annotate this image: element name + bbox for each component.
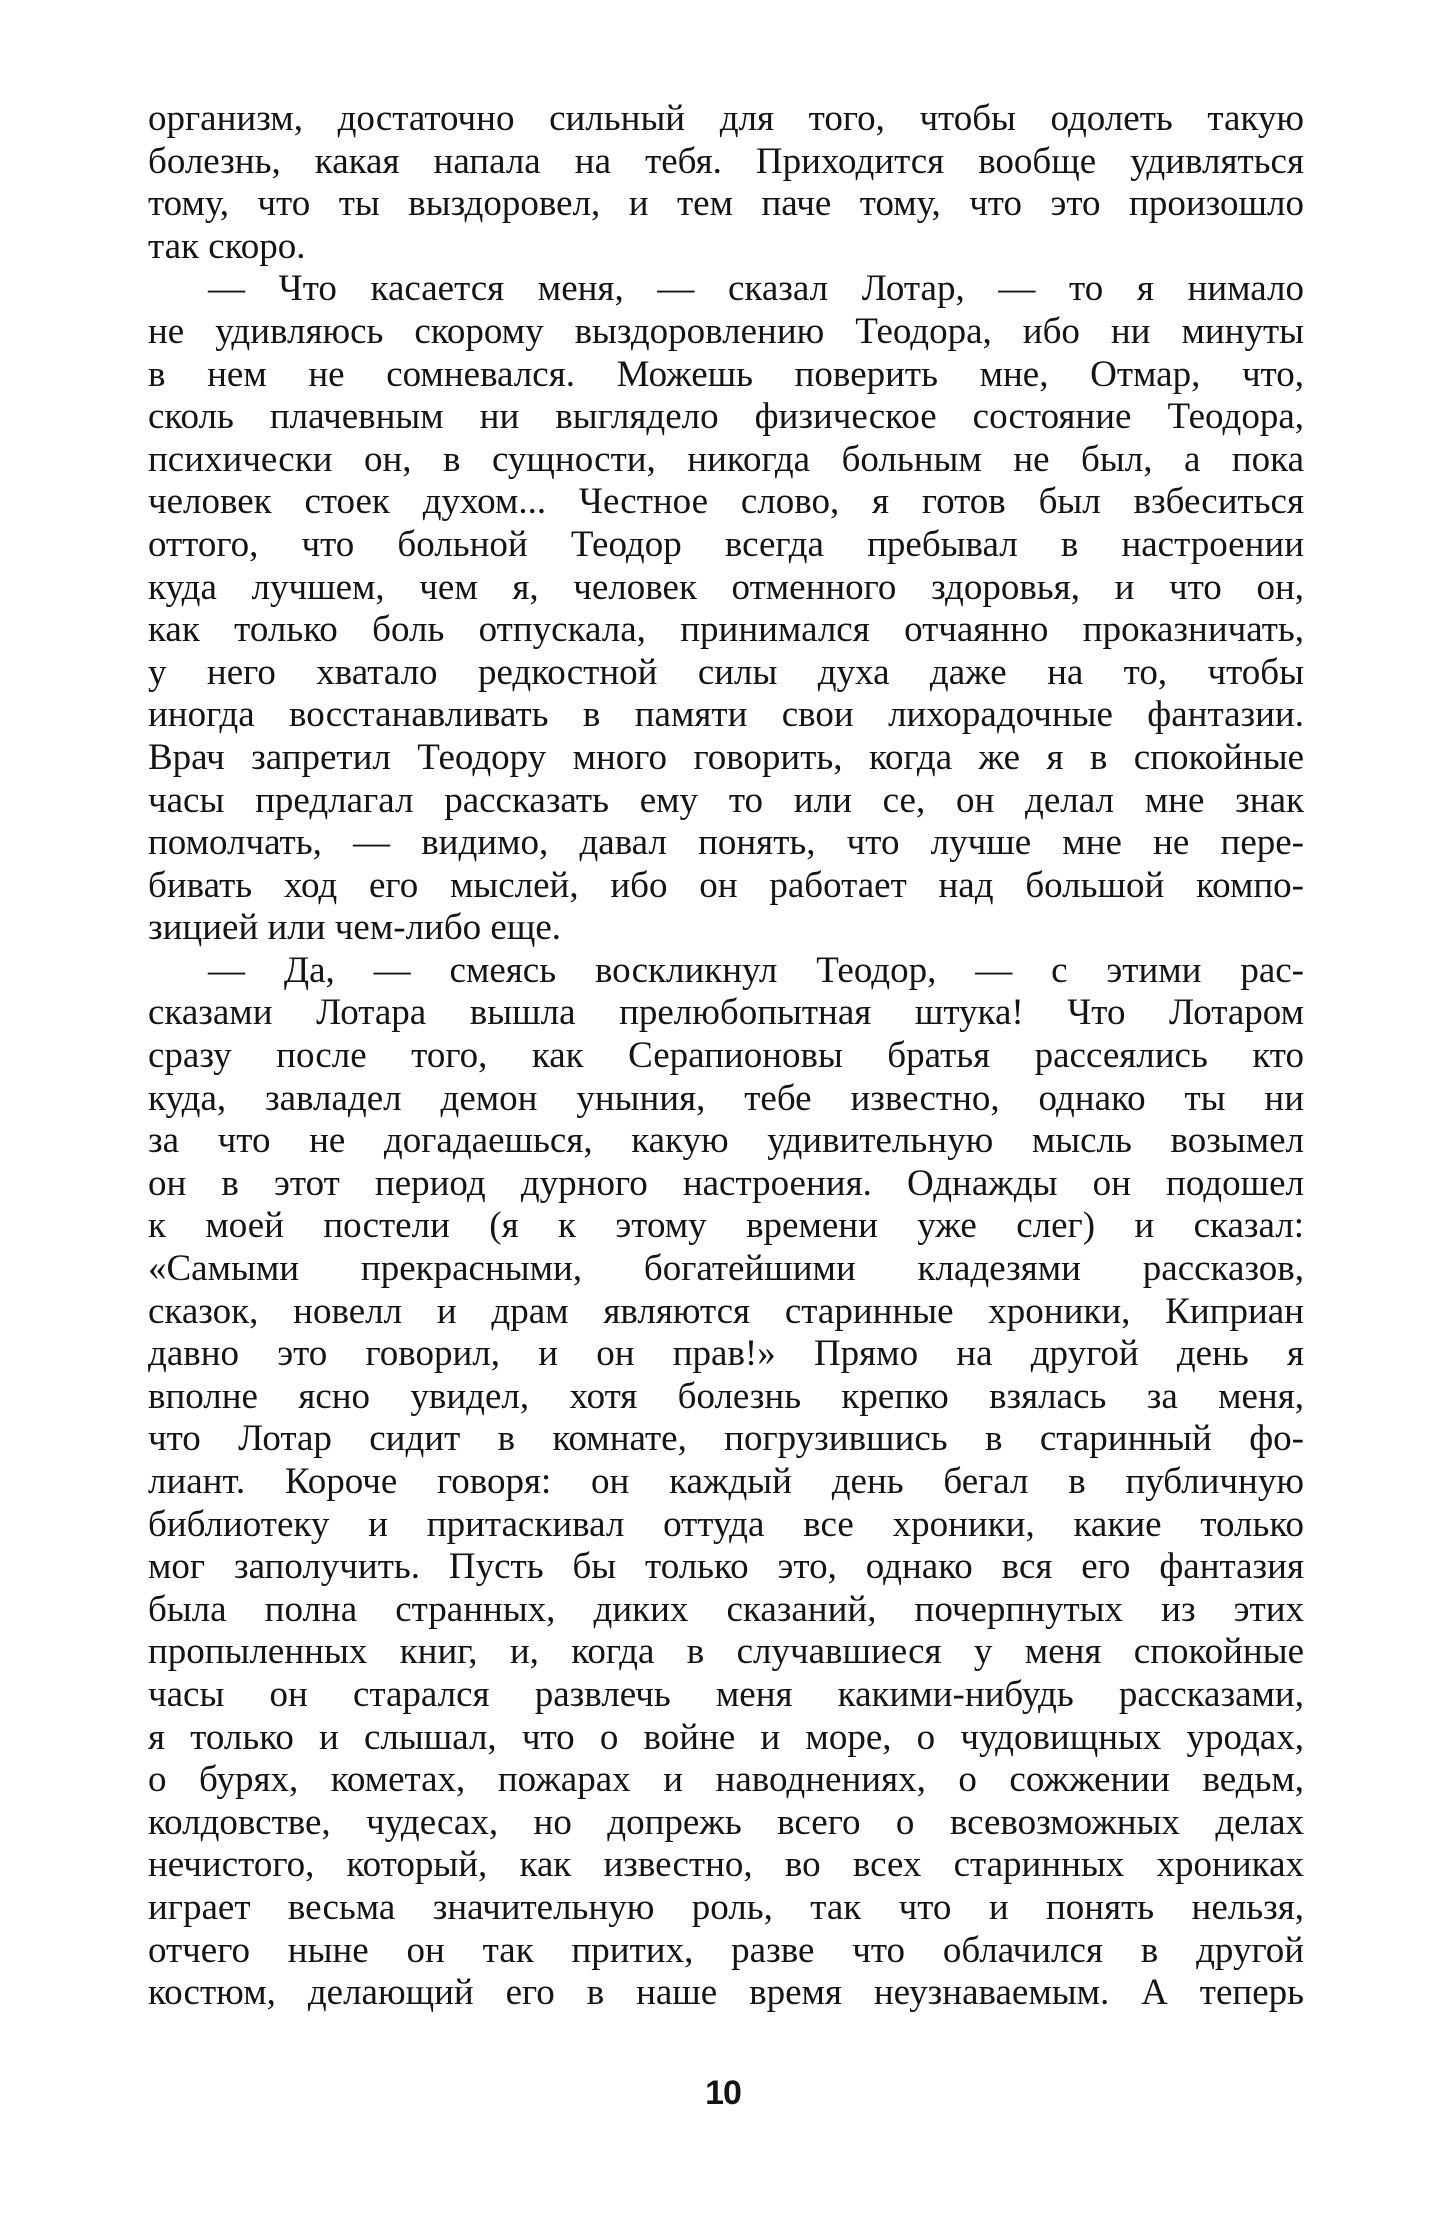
- text-line: за что не догадаешься, какую удивительную мысль возымел: [148, 1120, 1304, 1162]
- page-text: [148, 98, 1304, 2015]
- text-line: вполне ясно увидел, хотя болезнь крепко взялась за меня,: [148, 1375, 1304, 1417]
- text-line: болезнь, какая напала на тебя. Приходится вообще удивляться: [148, 140, 1304, 182]
- text-line: играет весьма значительную роль, так что и понять нельзя,: [148, 1886, 1304, 1928]
- text-line: нечистого, который, как известно, во всех старинных хрониках: [148, 1844, 1304, 1886]
- text-line: помолчать, — видимо, давал понять, что лучше мне не пере-: [148, 822, 1304, 864]
- text-line: пропыленных книг, и, когда в случавшиеся у меня спокойные: [148, 1631, 1304, 1673]
- text-line: я только и слышал, что о войне и море, о чудовищных уродах,: [148, 1716, 1304, 1758]
- text-line: о бурях, кометах, пожарах и наводнениях, о сожжении ведьм,: [148, 1759, 1304, 1801]
- text-line: куда, завладел демон уныния, тебе известно, однако ты ни: [148, 1077, 1304, 1119]
- text-line: оттого, что больной Теодор всегда пребывал в настроении: [148, 523, 1304, 565]
- text-line: человек стоек духом... Честное слово, я готов был взбеситься: [148, 481, 1304, 523]
- text-line: часы предлагал рассказать ему то или се, он делал мне знак: [148, 779, 1304, 821]
- text-line: сказок, новелл и драм являются старинные хроники, Киприан: [148, 1290, 1304, 1332]
- text-line: куда лучшем, чем я, человек отменного здоровья, и что он,: [148, 566, 1304, 608]
- text-line: к моей постели (я к этому времени уже слег) и сказал:: [148, 1205, 1304, 1247]
- text-line: сказами Лотара вышла прелюбопытная штука! Что Лотаром: [148, 992, 1304, 1034]
- text-line: костюм, делающий его в наше время неузнаваемым. А теперь: [148, 1972, 1304, 2014]
- text-line: сколь плачевным ни выглядело физическое состояние Теодора,: [148, 396, 1304, 438]
- text-line: так скоро.: [148, 225, 306, 267]
- text-line: он в этот период дурного настроения. Однажды он подошел: [148, 1162, 1304, 1204]
- text-line: тому, что ты выздоровел, и тем паче тому, что это произошло: [148, 183, 1304, 225]
- text-line: часы он старался развлечь меня какими-нибудь рассказами,: [148, 1673, 1304, 1715]
- text-line: библиотеку и притаскивал оттуда все хроники, какие только: [148, 1503, 1304, 1545]
- text-line: давно это говорил, и он прав!» Прямо на другой день я: [148, 1333, 1304, 1375]
- text-line: в нем не сомневался. Можешь поверить мне, Отмар, что,: [148, 353, 1304, 395]
- text-line: организм, достаточно сильный для того, чтобы одолеть такую: [148, 98, 1304, 139]
- text-line: что Лотар сидит в комнате, погрузившись в старинный фо-: [148, 1418, 1304, 1460]
- text-line: «Самыми прекрасными, богатейшими кладезями рассказов,: [148, 1248, 1304, 1290]
- text-line: мог заполучить. Пусть бы только это, однако вся его фантазия: [148, 1546, 1304, 1588]
- page-number: 10: [705, 2074, 741, 2112]
- text-line: — Да, — смеясь воскликнул Теодор, — с этими рас-: [208, 949, 1304, 991]
- text-line: психически он, в сущности, никогда больным не был, а пока: [148, 438, 1304, 480]
- text-line: бивать ход его мыслей, ибо он работает над большой компо-: [148, 864, 1304, 906]
- text-line: не удивляюсь скорому выздоровлению Теодора, ибо ни минуты: [148, 310, 1304, 352]
- text-line: была полна странных, диких сказаний, почерпнутых из этих: [148, 1588, 1304, 1630]
- text-line: отчего ныне он так притих, разве что облачился в другой: [148, 1929, 1304, 1971]
- text-line: Врач запретил Теодору много говорить, когда же я в спокойные: [148, 736, 1304, 778]
- text-line: колдовстве, чудесах, но допрежь всего о всевозможных делах: [148, 1801, 1304, 1843]
- text-line: зицией или чем-либо еще.: [148, 907, 561, 949]
- text-line: иногда восстанавливать в памяти свои лихорадочные фантазии.: [148, 694, 1304, 736]
- text-line: лиант. Короче говоря: он каждый день бегал в публичную: [148, 1461, 1304, 1502]
- text-line: как только боль отпускала, принимался отчаянно проказничать,: [148, 609, 1304, 651]
- text-line: — Что касается меня, — сказал Лотар, — то я нимало: [208, 268, 1304, 310]
- text-line: у него хватало редкостной силы духа даже на то, чтобы: [148, 651, 1304, 693]
- text-line: сразу после того, как Серапионовы братья рассеялись кто: [148, 1035, 1304, 1077]
